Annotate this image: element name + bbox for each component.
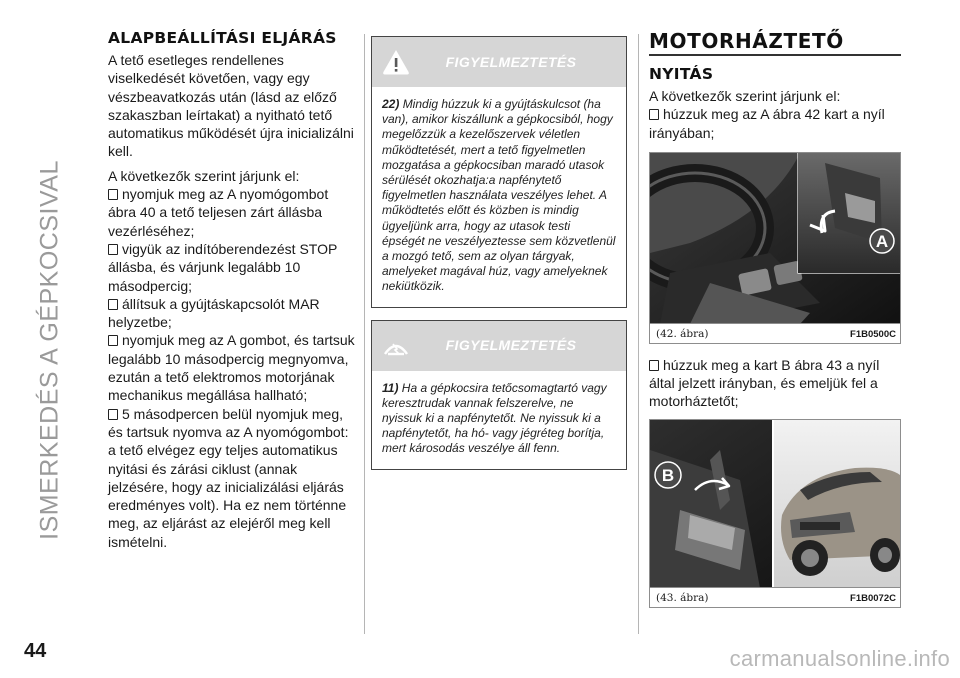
- column-warnings: [371, 36, 627, 482]
- warning-body-text: Mindig húzzuk ki a gyújtáskulcsot (ha van), amikor kiszállunk a gépkocsiból, hogy megelőzzük a kezelőszervek véletlen működtetését, mert a tető figyelmetlen mozgatása a gépkocsiban maradó utasok sérülését okozhatja:a napfénytető figyelmetlen használata veszélyes lehet. A működtetés előtt és közben is mindig ügyeljünk arra, hogy az utasok testi épségét ne veszélyeztesse sem közvetlenül a mozgó tető, sem az olyan tárgyak, amelyeket magával húz, vagy amelyeknek nekiütközik.: [382, 97, 616, 294]
- section-heading: MOTORHÁZTETŐ: [649, 30, 901, 56]
- step-text: vigyük az indítóberendezést STOP állásba, és várjunk legalább 10 másodpercig;: [108, 240, 338, 294]
- warning-body-text: Ha a gépkocsira tetőcsomagtartó vagy keresztrudak vannak felszerelve, ne nyissuk ki a napfénytetőt. Ne nyissuk ki a napfénytetőt, ha hó- vagy jégréteg borítja, mert károsodás veszélye áll fenn.: [382, 380, 607, 456]
- figure-caption: [650, 324, 900, 346]
- list-item: [108, 240, 360, 295]
- list-item: [108, 295, 360, 332]
- figure-code: F1B0072C: [850, 592, 896, 604]
- figure-image: [650, 153, 900, 324]
- column-divider: [638, 34, 639, 634]
- warning-title: FIGYELMEZTETÉS: [445, 53, 577, 70]
- warning-ref: 22): [382, 97, 400, 111]
- sub-heading: NYITÁS: [649, 65, 714, 83]
- roof-damage-icon: [382, 333, 410, 359]
- page-number: 44: [24, 640, 47, 662]
- checkbox-bullet-icon: [108, 299, 118, 310]
- lead-text: A következők szerint járjunk el:: [108, 167, 300, 184]
- warning-header: [372, 321, 626, 371]
- checkbox-bullet-icon: [108, 335, 118, 346]
- bonnet-lever-illustration: [650, 420, 900, 588]
- list-item: [108, 185, 360, 240]
- checkbox-bullet-icon: [649, 109, 659, 120]
- figure-43: [649, 419, 901, 608]
- section-heading: ALAPBEÁLLÍTÁSI ELJÁRÁS: [108, 29, 337, 47]
- list-item: [108, 405, 360, 551]
- callout-a: A: [875, 231, 889, 251]
- warning-text: [372, 371, 626, 469]
- list-item: [108, 331, 360, 404]
- watermark: carmanualsonline.info: [729, 646, 950, 671]
- checkbox-bullet-icon: [108, 244, 118, 255]
- list-item: [649, 105, 901, 142]
- column-divider: [364, 34, 365, 634]
- dashboard-lever-illustration: [650, 153, 900, 324]
- figure-caption: [650, 588, 900, 610]
- step-text: 5 másodpercen belül nyomjuk meg, és tartsuk nyomva az A nyomógombot: a tető elvégez egy teljes automatikus nyitási és zárási ciklust (annak jelzésére, hogy az inicializálási eljárás eredményes volt). Ha ez nem történne meg, az eljárást az elejéről meg kell ismételni.: [108, 405, 349, 550]
- list-item: [649, 356, 901, 411]
- step-text: állítsuk a gyújtáskapcsolót MAR helyzetbe;: [108, 295, 320, 331]
- figure-number: (43. ábra): [656, 591, 709, 604]
- figure-code: F1B0500C: [850, 328, 896, 340]
- warning-header: [372, 37, 626, 87]
- callout-b: B: [661, 465, 675, 485]
- intro-paragraph: A tető esetleges rendellenes viselkedését követően, vagy egy vészbeavatkozás után (lásd az előző szakaszban leírtakat) a nyitható tető automatikus működését újra inicializálni kell.: [108, 52, 354, 160]
- warning-title: FIGYELMEZTETÉS: [445, 337, 577, 354]
- figure-number: (42. ábra): [656, 327, 709, 340]
- step-text: nyomjuk meg az A nyomógombot ábra 40 a tető teljesen zárt állásba vezérléséhez;: [108, 186, 329, 239]
- figure-42: [649, 152, 901, 344]
- warning-box: [371, 36, 627, 308]
- step-text: nyomjuk meg az A gombot, és tartsuk legalább 10 másodpercig megnyomva, ezután a tető elektromos motorjának mechanikus megállása hallható;: [108, 332, 355, 404]
- warning-box: [371, 320, 627, 470]
- column-bonnet: [649, 30, 901, 608]
- step-text: húzzuk meg a kart B ábra 43 a nyíl által jelzett irányban, és emeljük fel a motorháztetőt;: [649, 356, 880, 410]
- step-text: húzzuk meg az A ábra 42 kart a nyíl irányában;: [649, 106, 885, 141]
- checkbox-bullet-icon: [649, 360, 659, 371]
- lead-text: A következők szerint járjunk el:: [649, 88, 841, 104]
- checkbox-bullet-icon: [108, 189, 118, 200]
- warning-triangle-icon: [382, 49, 410, 75]
- figure-image: [650, 420, 900, 588]
- column-reset-procedure: [108, 30, 360, 551]
- warning-text: [372, 87, 626, 307]
- checkbox-bullet-icon: [108, 409, 118, 420]
- chapter-side-title: ISMERKEDÉS A GÉPKOCSIVAL: [35, 160, 64, 540]
- warning-ref: 11): [382, 380, 399, 395]
